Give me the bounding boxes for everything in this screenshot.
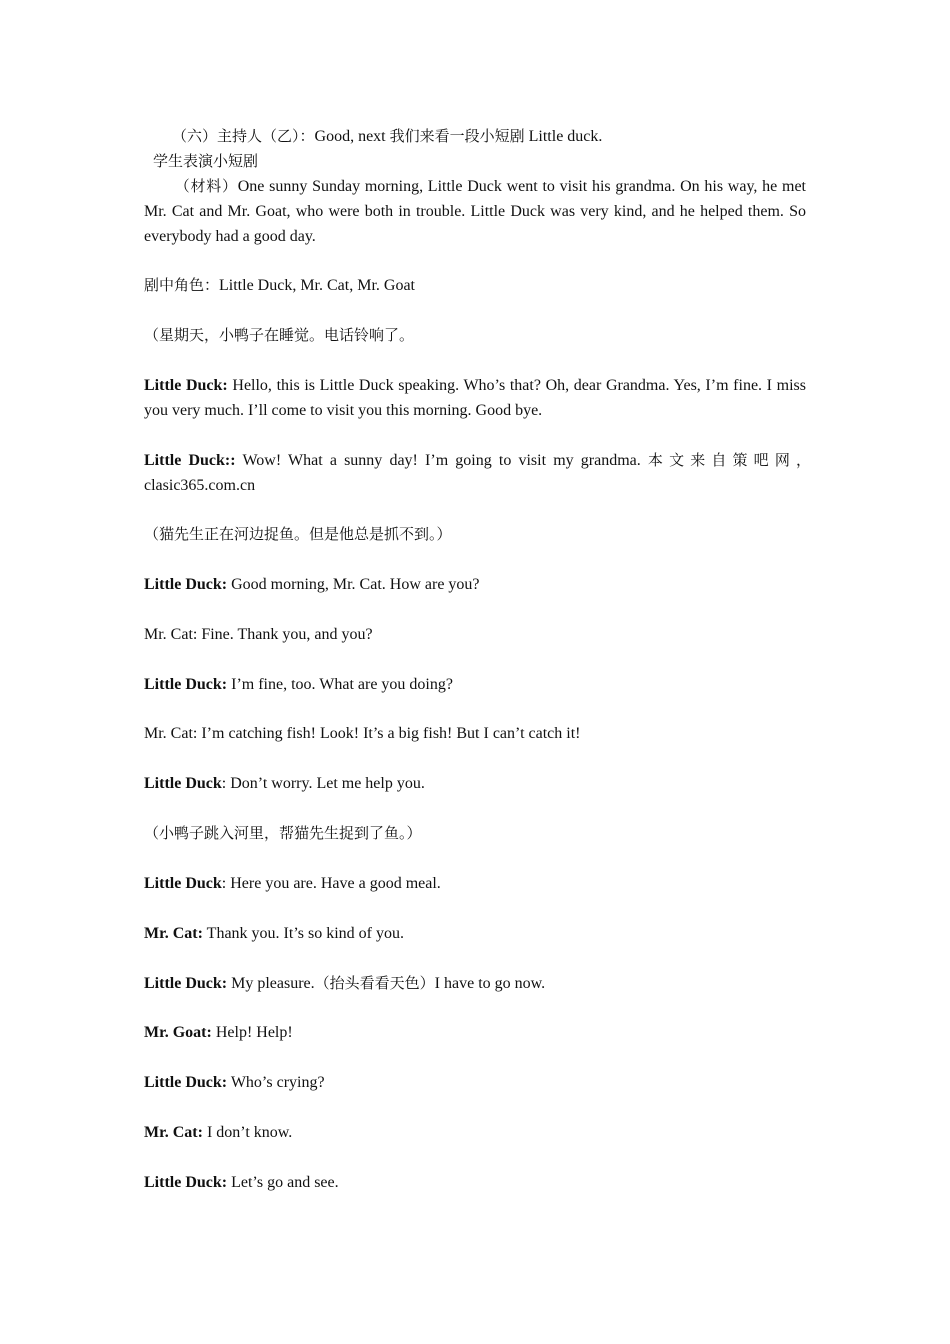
dialogue-text-2: I have to go now. (434, 975, 546, 992)
dialogue-text: Hello, this is Little Duck speaking. Who’s that? Oh, dear Grandma. Yes, I’m fine. I miss you very much. I’ll come to visit you this morning. Good bye. (144, 377, 806, 419)
speaker-name: Little Duck: (144, 576, 228, 593)
speaker-name: Little Duck: (144, 1074, 228, 1091)
dialogue-text: My pleasure. (227, 975, 315, 992)
dialogue-line (144, 871, 806, 896)
roles-line (144, 273, 806, 298)
material-text: One sunny Sunday morning, Little Duck went to visit his grandma. On his way, he met Mr. Cat and Mr. Goat, who were both in trouble. Little Duck was very kind, and he helped them. So everybody had a good day. (144, 178, 806, 245)
host-text-en2: Little duck. (524, 128, 603, 145)
speaker-name: Little Duck: (144, 1174, 228, 1191)
speaker-name: Mr. Goat: (144, 1024, 212, 1041)
material-label: （材料） (174, 177, 238, 195)
dialogue-text: Thank you. It’s so kind of you. (202, 925, 404, 942)
roles-text: Little Duck, Mr. Cat, Mr. Goat (219, 277, 415, 294)
dialogue-text: I’m fine, too. What are you doing? (227, 676, 453, 693)
speaker-name: Mr. Cat: (144, 925, 203, 942)
roles-label: 剧中角色： (144, 276, 220, 294)
speaker-name: Little Duck (144, 875, 222, 892)
dialogue-line (144, 672, 806, 697)
speaker-name: Mr. Cat: (144, 1124, 203, 1141)
dialogue-text: Wow! What a sunny day! I’m going to visit my grandma. (235, 452, 648, 469)
dialogue-line: Mr. Cat: Fine. Thank you, and you? (144, 626, 373, 643)
host-line (172, 124, 834, 149)
dialogue-line (144, 921, 806, 946)
dialogue-line (144, 1020, 806, 1045)
dialogue-text-cn: 本文来自策吧网， (647, 451, 814, 469)
dialogue-text: : Here you are. Have a good meal. (221, 875, 441, 892)
dialogue-text: Good morning, Mr. Cat. How are you? (227, 576, 480, 593)
host-text-cn: 我们来看一段小短剧 (389, 127, 525, 145)
stage-direction: （星期天，小鸭子在睡觉。电话铃响了。 (144, 326, 415, 344)
dialogue-text: I don’t know. (202, 1124, 293, 1141)
stage-direction: （猫先生正在河边捉鱼。但是他总是抓不到。） (144, 525, 452, 543)
speaker-name: Little Duck: (144, 975, 228, 992)
speaker-name: Little Duck (144, 775, 222, 792)
dialogue-line (144, 1120, 806, 1145)
dialogue-text: Let’s go and see. (227, 1174, 339, 1191)
host-label: （六）主持人（乙）： (172, 127, 315, 145)
dialogue-text: : Don’t worry. Let me help you. (221, 775, 425, 792)
dialogue-line (144, 373, 806, 423)
host-text-en1: Good, next (314, 128, 390, 145)
dialogue-line (144, 971, 806, 996)
dialogue-text-2: clasic365.com.cn (144, 477, 256, 494)
material-paragraph (144, 174, 806, 249)
dialogue-line (144, 1070, 806, 1095)
performance-line: 学生表演小短剧 (153, 152, 259, 170)
dialogue-line (144, 572, 806, 597)
dialogue-text: Help! Help! (211, 1024, 293, 1041)
dialogue-text-cn: （抬头看看天色） (314, 974, 435, 992)
speaker-name: Little Duck: (144, 377, 228, 394)
dialogue-line (144, 771, 806, 796)
dialogue-line (144, 448, 814, 498)
dialogue-line (144, 1170, 806, 1195)
speaker-name: Little Duck: (144, 676, 228, 693)
dialogue-text: Who’s crying? (227, 1074, 325, 1091)
stage-direction: （小鸭子跳入河里，帮猫先生捉到了鱼。） (144, 824, 422, 842)
dialogue-line: Mr. Cat: I’m catching fish! Look! It’s a big fish! But I can’t catch it! (144, 725, 581, 742)
speaker-name: Little Duck:: (144, 452, 236, 469)
